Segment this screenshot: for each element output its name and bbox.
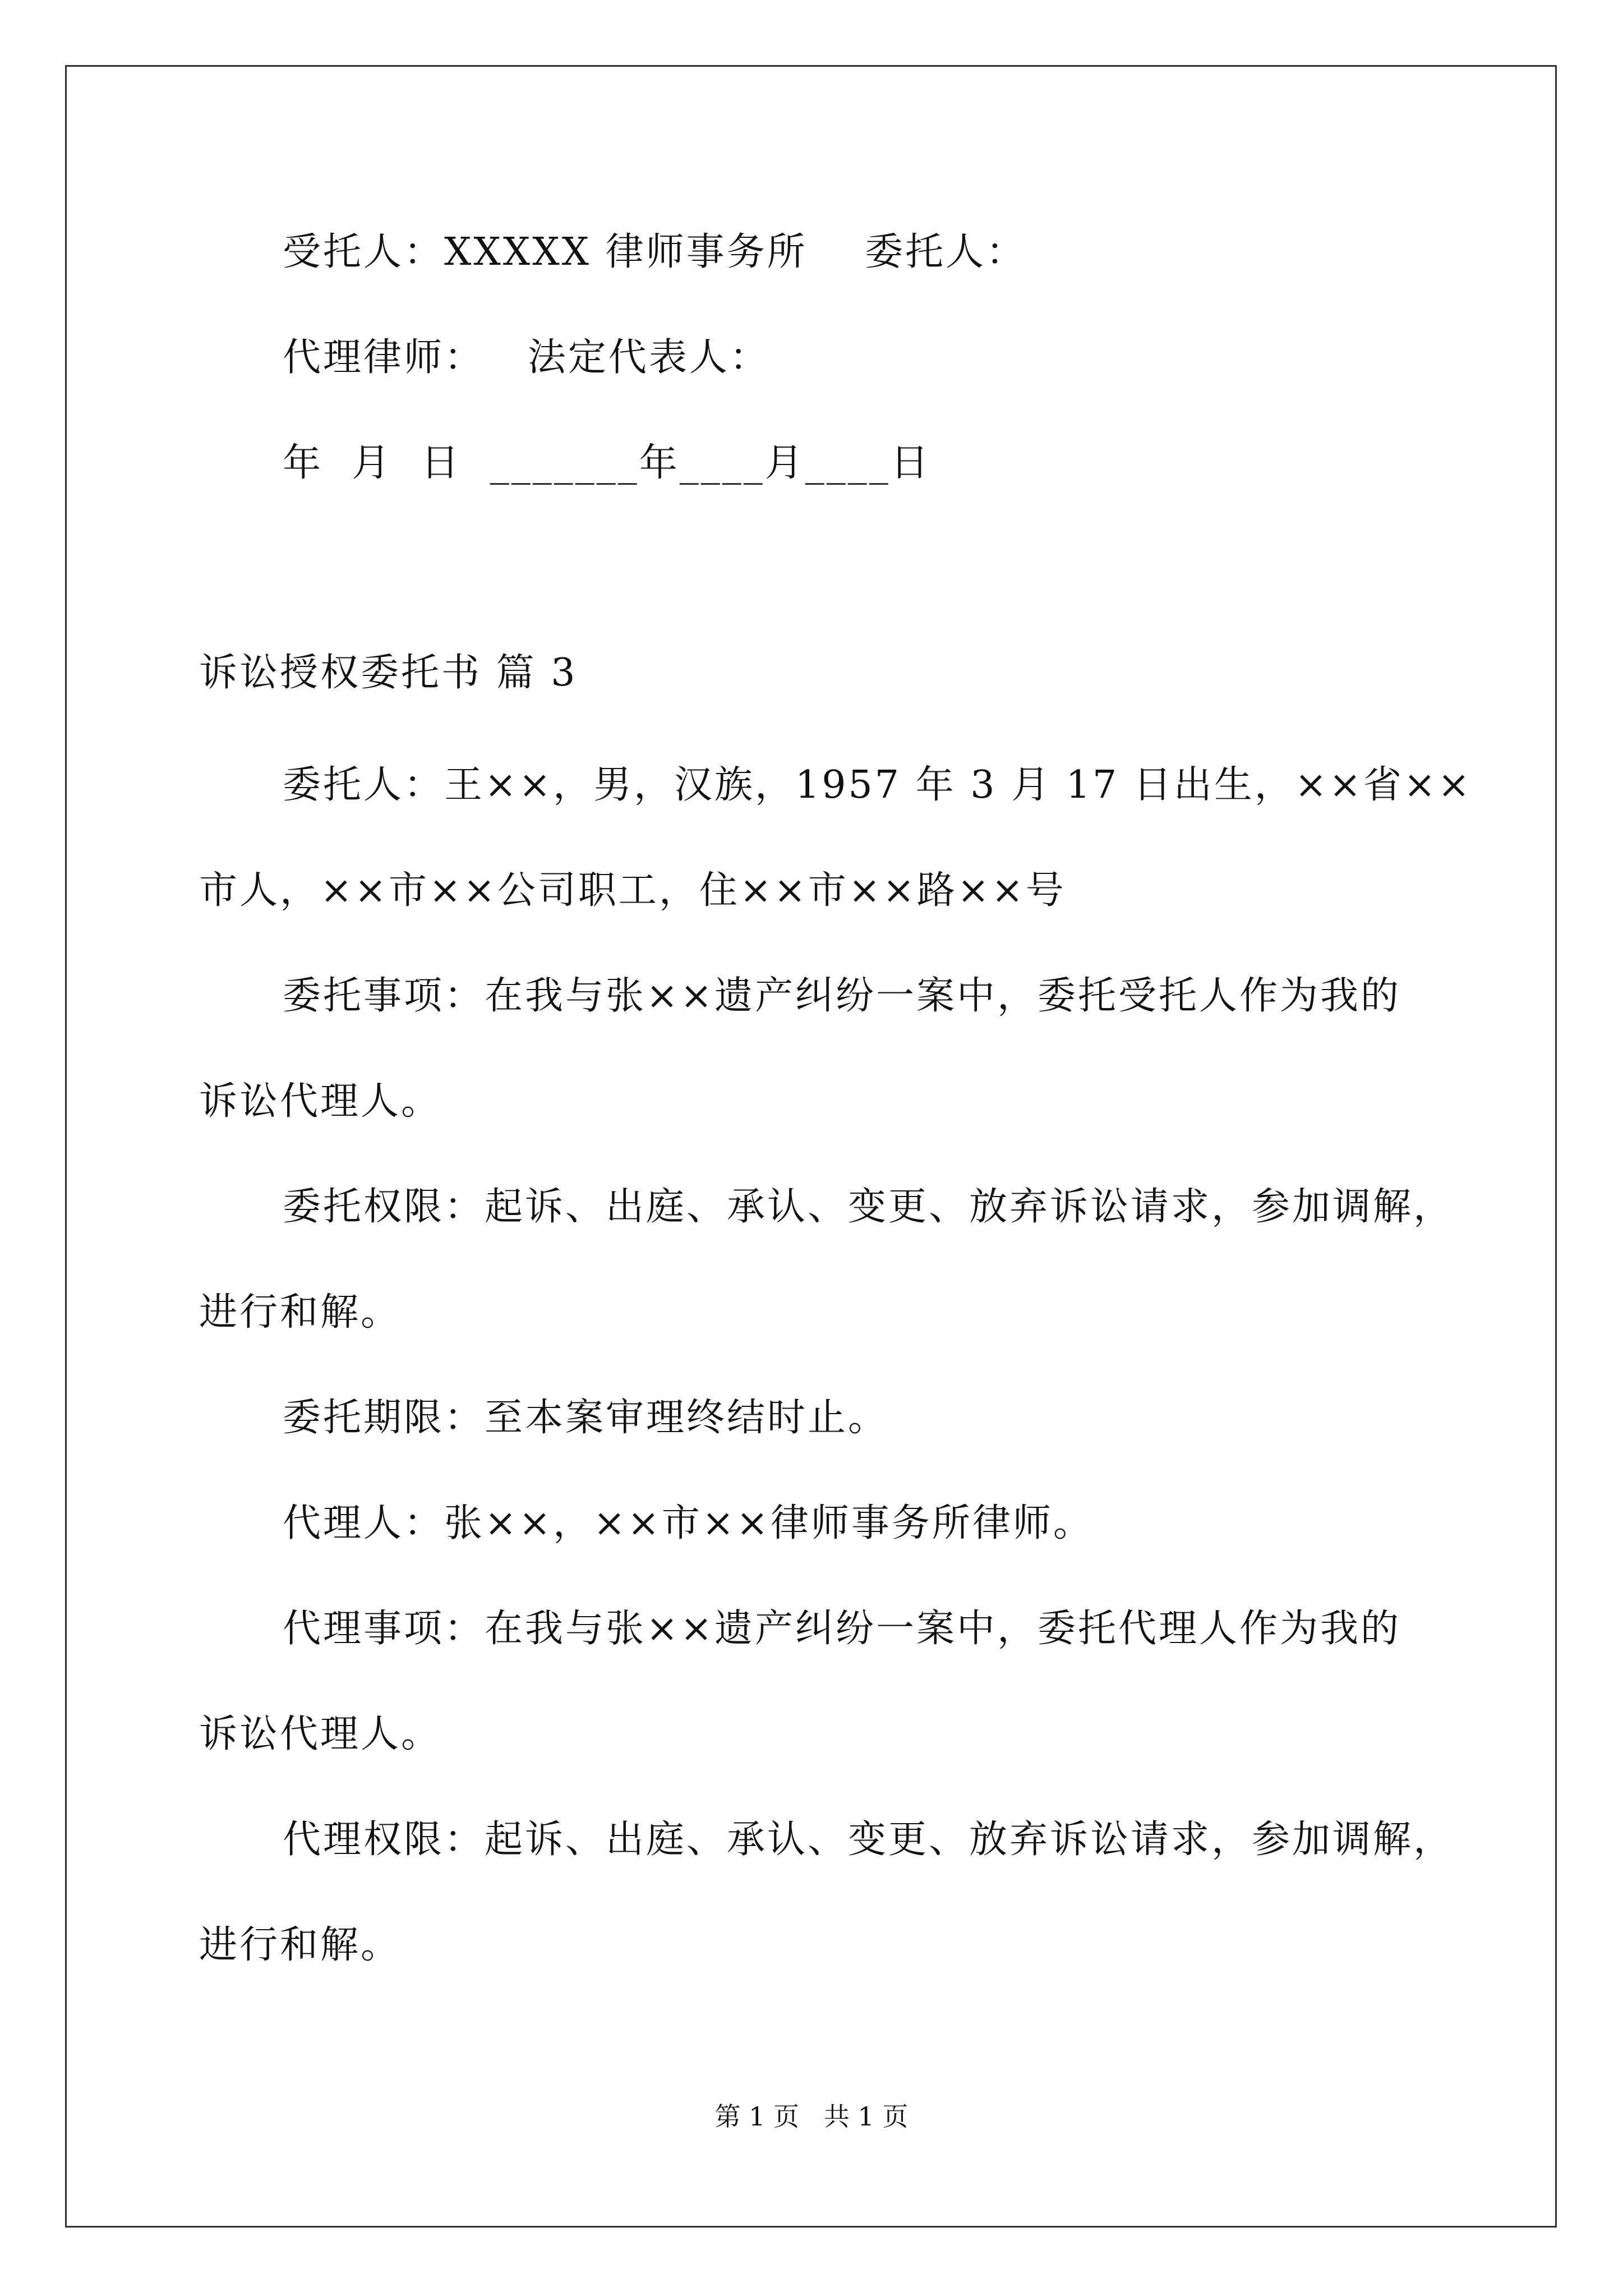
section-title: 诉讼授权委托书 篇 3 [199,651,578,695]
paragraph-entrusted-authority-line2: 进行和解。 [199,1290,402,1335]
paragraph-entrusted-period: 委托期限：至本案审理终结时止。 [283,1396,889,1440]
paragraph-entrusted-matters-line2: 诉讼代理人。 [199,1079,442,1124]
page-border [65,65,1557,2228]
paragraph-principal-line1: 委托人：王××，男，汉族，1957 年 3 月 17 日出生，××省×× [283,763,1472,807]
signature-line-lawyer: 代理律师： 法定代表人： [283,335,770,380]
signature-line-principal: 受托人：XXXXX 律师事务所 委托人： [283,230,1027,274]
paragraph-agency-matters-line1: 代理事项：在我与张××遗产纠纷一案中，委托代理人作为我的 [283,1607,1401,1651]
paragraph-entrusted-matters-line1: 委托事项：在我与张××遗产纠纷一案中，委托受托人作为我的 [283,974,1401,1018]
paragraph-agency-authority-line2: 进行和解。 [199,1923,402,1967]
paragraph-agent: 代理人：张××，××市××律师事务所律师。 [283,1501,1094,1545]
signature-line-date: 年 月 日 _______年____月____日 [283,441,931,485]
paragraph-agency-matters-line2: 诉讼代理人。 [199,1712,442,1756]
page-number-footer: 第 1 页 共 1 页 [714,2101,909,2132]
paragraph-entrusted-authority-line1: 委托权限：起诉、出庭、承认、变更、放弃诉讼请求，参加调解， [283,1185,1454,1229]
paragraph-principal-line2: 市人，××市××公司职工，住××市××路××号 [199,868,1066,913]
paragraph-agency-authority-line1: 代理权限：起诉、出庭、承认、变更、放弃诉讼请求，参加调解， [283,1818,1454,1862]
